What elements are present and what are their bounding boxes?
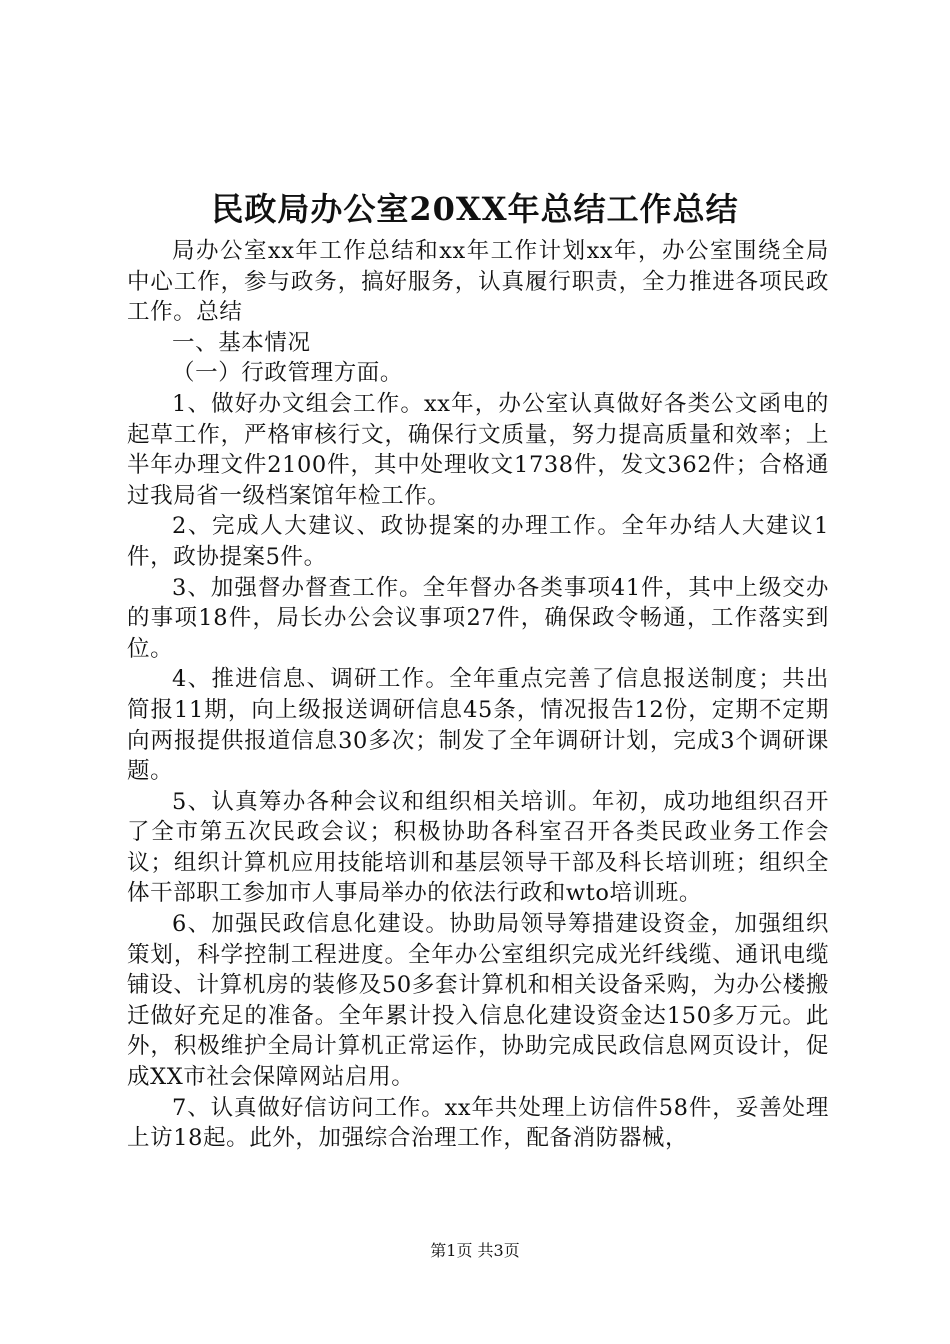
page-footer: 第1页 共3页 (430, 1241, 520, 1260)
document-title: 民政局办公室20XX年总结工作总结 (211, 190, 739, 228)
paragraph-item-1: 1、做好办文组会工作。xx年，办公室认真做好各类公文函电的起草工作，严格审核行文，确保行文质量，努力提高质量和效率；上半年办理文件2100件，其中处理收文1738件，发文362件；合格通过我局省一级档案馆年检工作。 (127, 390, 829, 509)
paragraph-item-6: 6、加强民政信息化建设。协助局领导筹措建设资金，加强组织策划，科学控制工程进度。全年办公室组织完成光纤线缆、通讯电缆铺设、计算机房的装修及50多套计算机和相关设备采购，为办公楼搬迁做好充足的准备。全年累计投入信息化建设资金达150多万元。此外，积极维护全局计算机正常运作，协助完成民政信息网页设计，促成XX市社会保障网站启用。 (127, 911, 829, 1091)
section-heading: 一、基本情况 (172, 329, 311, 356)
subsection-heading: （一）行政管理方面。 (172, 360, 404, 387)
paragraph-item-7: 7、认真做好信访问工作。xx年共处理上访信件58件，妥善处理上访18起。此外，加强综合治理工作，配备消防器械， (127, 1094, 829, 1152)
paragraph-item-5: 5、认真筹办各种会议和组织相关培训。年初，成功地组织召开了全市第五次民政会议；积极协助各科室召开各类民政业务工作会议；组织计算机应用技能培训和基层领导干部及科长培训班；组织全体干部职工参加市人事局举办的依法行政和wto培训班。 (127, 788, 829, 907)
paragraph-intro: 局办公室xx年工作总结和xx年工作计划xx年，办公室围绕全局中心工作，参与政务，搞好服务，认真履行职责，全力推进各项民政工作。总结 (127, 238, 829, 326)
paragraph-item-4: 4、推进信息、调研工作。全年重点完善了信息报送制度；共出简报11期，向上级报送调研信息45条，情况报告12份，定期不定期向两报提供报道信息30多次；制发了全年调研计划，完成3个调研课题。 (127, 666, 829, 785)
document-body (127, 236, 829, 1154)
paragraph-item-2: 2、完成人大建议、政协提案的办理工作。全年办结人大建议1件，政协提案5件。 (127, 513, 829, 570)
paragraph-item-3: 3、加强督办督查工作。全年督办各类事项41件，其中上级交办的事项18件，局长办公会议事项27件，确保政令畅通，工作落实到位。 (127, 574, 829, 662)
